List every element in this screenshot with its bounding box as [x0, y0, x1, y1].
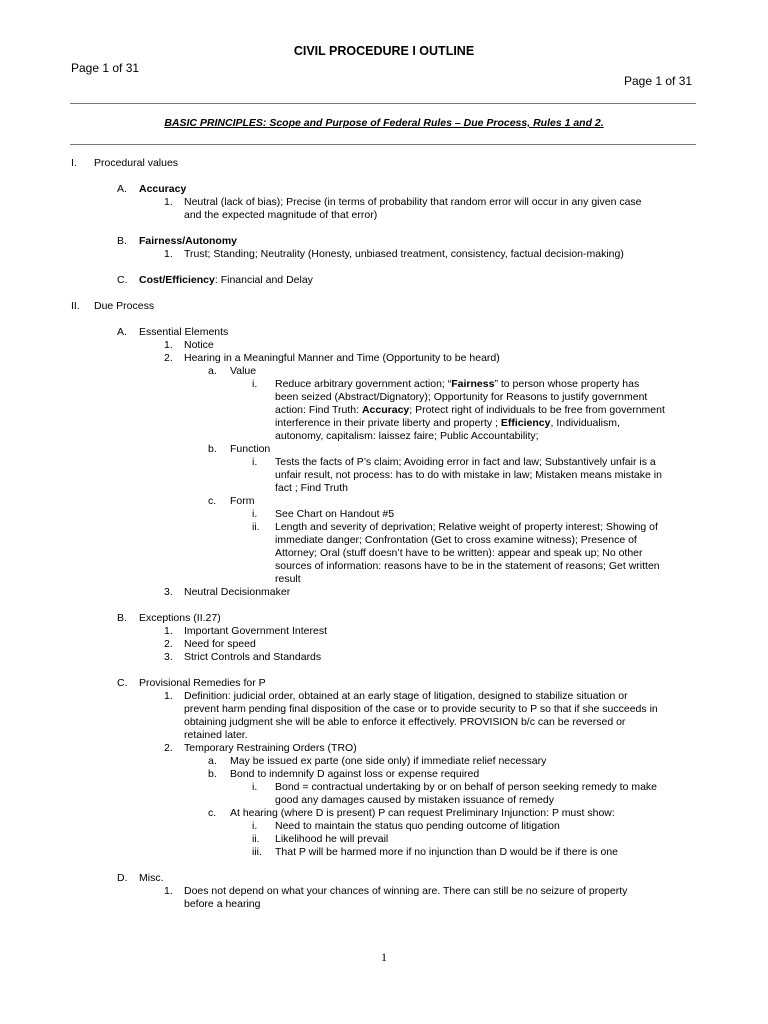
outline-subtitle: Accuracy [139, 183, 187, 195]
outline-text: immediate danger; Confrontation (Get to cross examine witness); Presence of [275, 534, 637, 546]
outline-text: Form [230, 495, 255, 507]
outline-text: been seized (Abstract/Dignatory); Opportunity for Reasons to justify government [275, 391, 648, 403]
outline-number: 1. [164, 885, 173, 897]
outline-text: sources of information: reasons have to be in the statement of reasons; Get written [275, 560, 660, 572]
outline-text: and the expected magnitude of that error) [184, 209, 378, 221]
outline-roman: i. [252, 820, 258, 832]
page-indicator-left: Page 1 of 31 [71, 61, 140, 75]
outline-text: autonomy, capitalism: laissez faire; Public Accountability; [275, 430, 539, 442]
outline-text: Exceptions (II.27) [139, 612, 221, 624]
outline-number: 1. [164, 248, 173, 260]
outline-roman: i. [252, 378, 258, 390]
outline-number: 1. [164, 339, 173, 351]
outline-text: Bond to indemnify D against loss or expense required [230, 768, 480, 780]
outline-text: Length and severity of deprivation; Relative weight of property interest; Showing of [275, 521, 658, 533]
outline-text: Function [230, 443, 271, 455]
outline-text: Essential Elements [139, 326, 229, 338]
outline-text: good any damages caused by mistaken issuance of remedy [275, 794, 554, 806]
outline-text: Definition: judicial order, obtained at an early stage of litigation, designed to stabilize situation or [184, 690, 628, 702]
section-heading: BASIC PRINCIPLES: Scope and Purpose of Federal Rules – Due Process, Rules 1 and 2. [164, 117, 604, 129]
outline-text: Value [230, 365, 257, 377]
outline-letter: B. [117, 612, 127, 624]
outline-text: Need to maintain the status quo pending outcome of litigation [275, 820, 560, 832]
outline-text: Tests the facts of P’s claim; Avoiding error in fact and law; Substantively unfair is a [275, 456, 656, 468]
outline-text: Does not depend on what your chances of winning are. There can still be no seizure of property [184, 885, 628, 897]
document-title: CIVIL PROCEDURE I OUTLINE [293, 44, 475, 58]
outline-text: Misc. [139, 872, 164, 884]
outline-text: interference in their private liberty and property ; Efficiency, Individualism, [275, 417, 620, 429]
outline-text: That P will be harmed more if no injunction than D would be if there is one [275, 846, 618, 858]
outline-text: At hearing (where D is present) P can request Preliminary Injunction: P must show: [230, 807, 615, 819]
outline-letter: C. [117, 274, 128, 286]
outline-letter: a. [208, 755, 217, 767]
outline-letter: A. [117, 326, 127, 338]
outline-text: Trust; Standing; Neutrality (Honesty, unbiased treatment, consistency, factual decision-making) [184, 248, 624, 260]
outline-number: 1. [164, 625, 173, 637]
outline-text: Reduce arbitrary government action; “Fairness” to person whose property has [275, 378, 640, 390]
outline-text: Likelihood he will prevail [275, 833, 389, 845]
outline-text: Important Government Interest [184, 625, 327, 637]
outline-text: prevent harm pending final disposition of the case or to provide security to P so that if she succeeds in [184, 703, 658, 715]
outline-text: before a hearing [184, 898, 261, 910]
outline-roman: i. [252, 456, 258, 468]
outline-number: 2. [164, 742, 173, 754]
outline-letter: c. [208, 807, 217, 819]
outline-text: May be issued ex parte (one side only) if immediate relief necessary [230, 755, 547, 767]
outline-text: action: Find Truth: Accuracy; Protect right of individuals to be free from government [275, 404, 665, 416]
page-number-footer: 1 [381, 950, 387, 964]
outline-letter: b. [208, 768, 217, 780]
outline-number: I. [71, 157, 77, 169]
outline-text: Hearing in a Meaningful Manner and Time (Opportunity to be heard) [184, 352, 500, 364]
outline-text: Due Process [94, 300, 155, 312]
outline-number: 1. [164, 690, 173, 702]
outline-text: See Chart on Handout #5 [275, 508, 395, 520]
header-divider-bottom [70, 144, 696, 145]
outline-letter: a. [208, 365, 217, 377]
outline-number: 3. [164, 586, 173, 598]
outline-roman: iii. [252, 846, 262, 858]
outline-letter: D. [117, 872, 128, 884]
outline-text: Notice [184, 339, 214, 351]
outline-number: 2. [164, 638, 173, 650]
outline-text: result [275, 573, 301, 585]
outline-text: Procedural values [94, 157, 179, 169]
outline-number: 1. [164, 196, 173, 208]
outline-letter: b. [208, 443, 217, 455]
outline-subtitle: Fairness/Autonomy [139, 235, 238, 247]
outline-subtitle: Cost/Efficiency: Financial and Delay [139, 274, 313, 286]
outline-number: 3. [164, 651, 173, 663]
outline-text: unfair result, not process: has to do with mistake in law; Mistaken means mistake in [275, 469, 662, 481]
outline-number: 2. [164, 352, 173, 364]
outline-number: II. [71, 300, 80, 312]
outline-text: Bond = contractual undertaking by or on behalf of person seeking remedy to make [275, 781, 658, 793]
outline-text: obtaining judgment she will be able to enforce it effectively. PROVISION b/c can be reversed or [184, 716, 626, 728]
page-indicator-right: Page 1 of 31 [624, 74, 693, 88]
outline-roman: ii. [252, 521, 260, 533]
outline-text: Attorney; Oral (stuff doesn’t have to be written): appear and speak up; No other [275, 547, 643, 559]
outline-text: Strict Controls and Standards [184, 651, 322, 663]
outline-text: Neutral Decisionmaker [184, 586, 291, 598]
outline-text: fact ; Find Truth [275, 482, 348, 494]
outline-roman: ii. [252, 833, 260, 845]
outline-text: Provisional Remedies for P [139, 677, 266, 689]
outline-letter: c. [208, 495, 217, 507]
outline-text: Need for speed [184, 638, 256, 650]
outline-text: retained later. [184, 729, 248, 741]
outline-letter: B. [117, 235, 127, 247]
outline-letter: C. [117, 677, 128, 689]
outline-roman: i. [252, 781, 258, 793]
outline-roman: i. [252, 508, 258, 520]
outline-text: Neutral (lack of bias); Precise (in terms of probability that random error will occur in any given case [184, 196, 642, 208]
header-divider-top [70, 103, 696, 104]
outline-text: Temporary Restraining Orders (TRO) [184, 742, 357, 754]
outline-letter: A. [117, 183, 127, 195]
